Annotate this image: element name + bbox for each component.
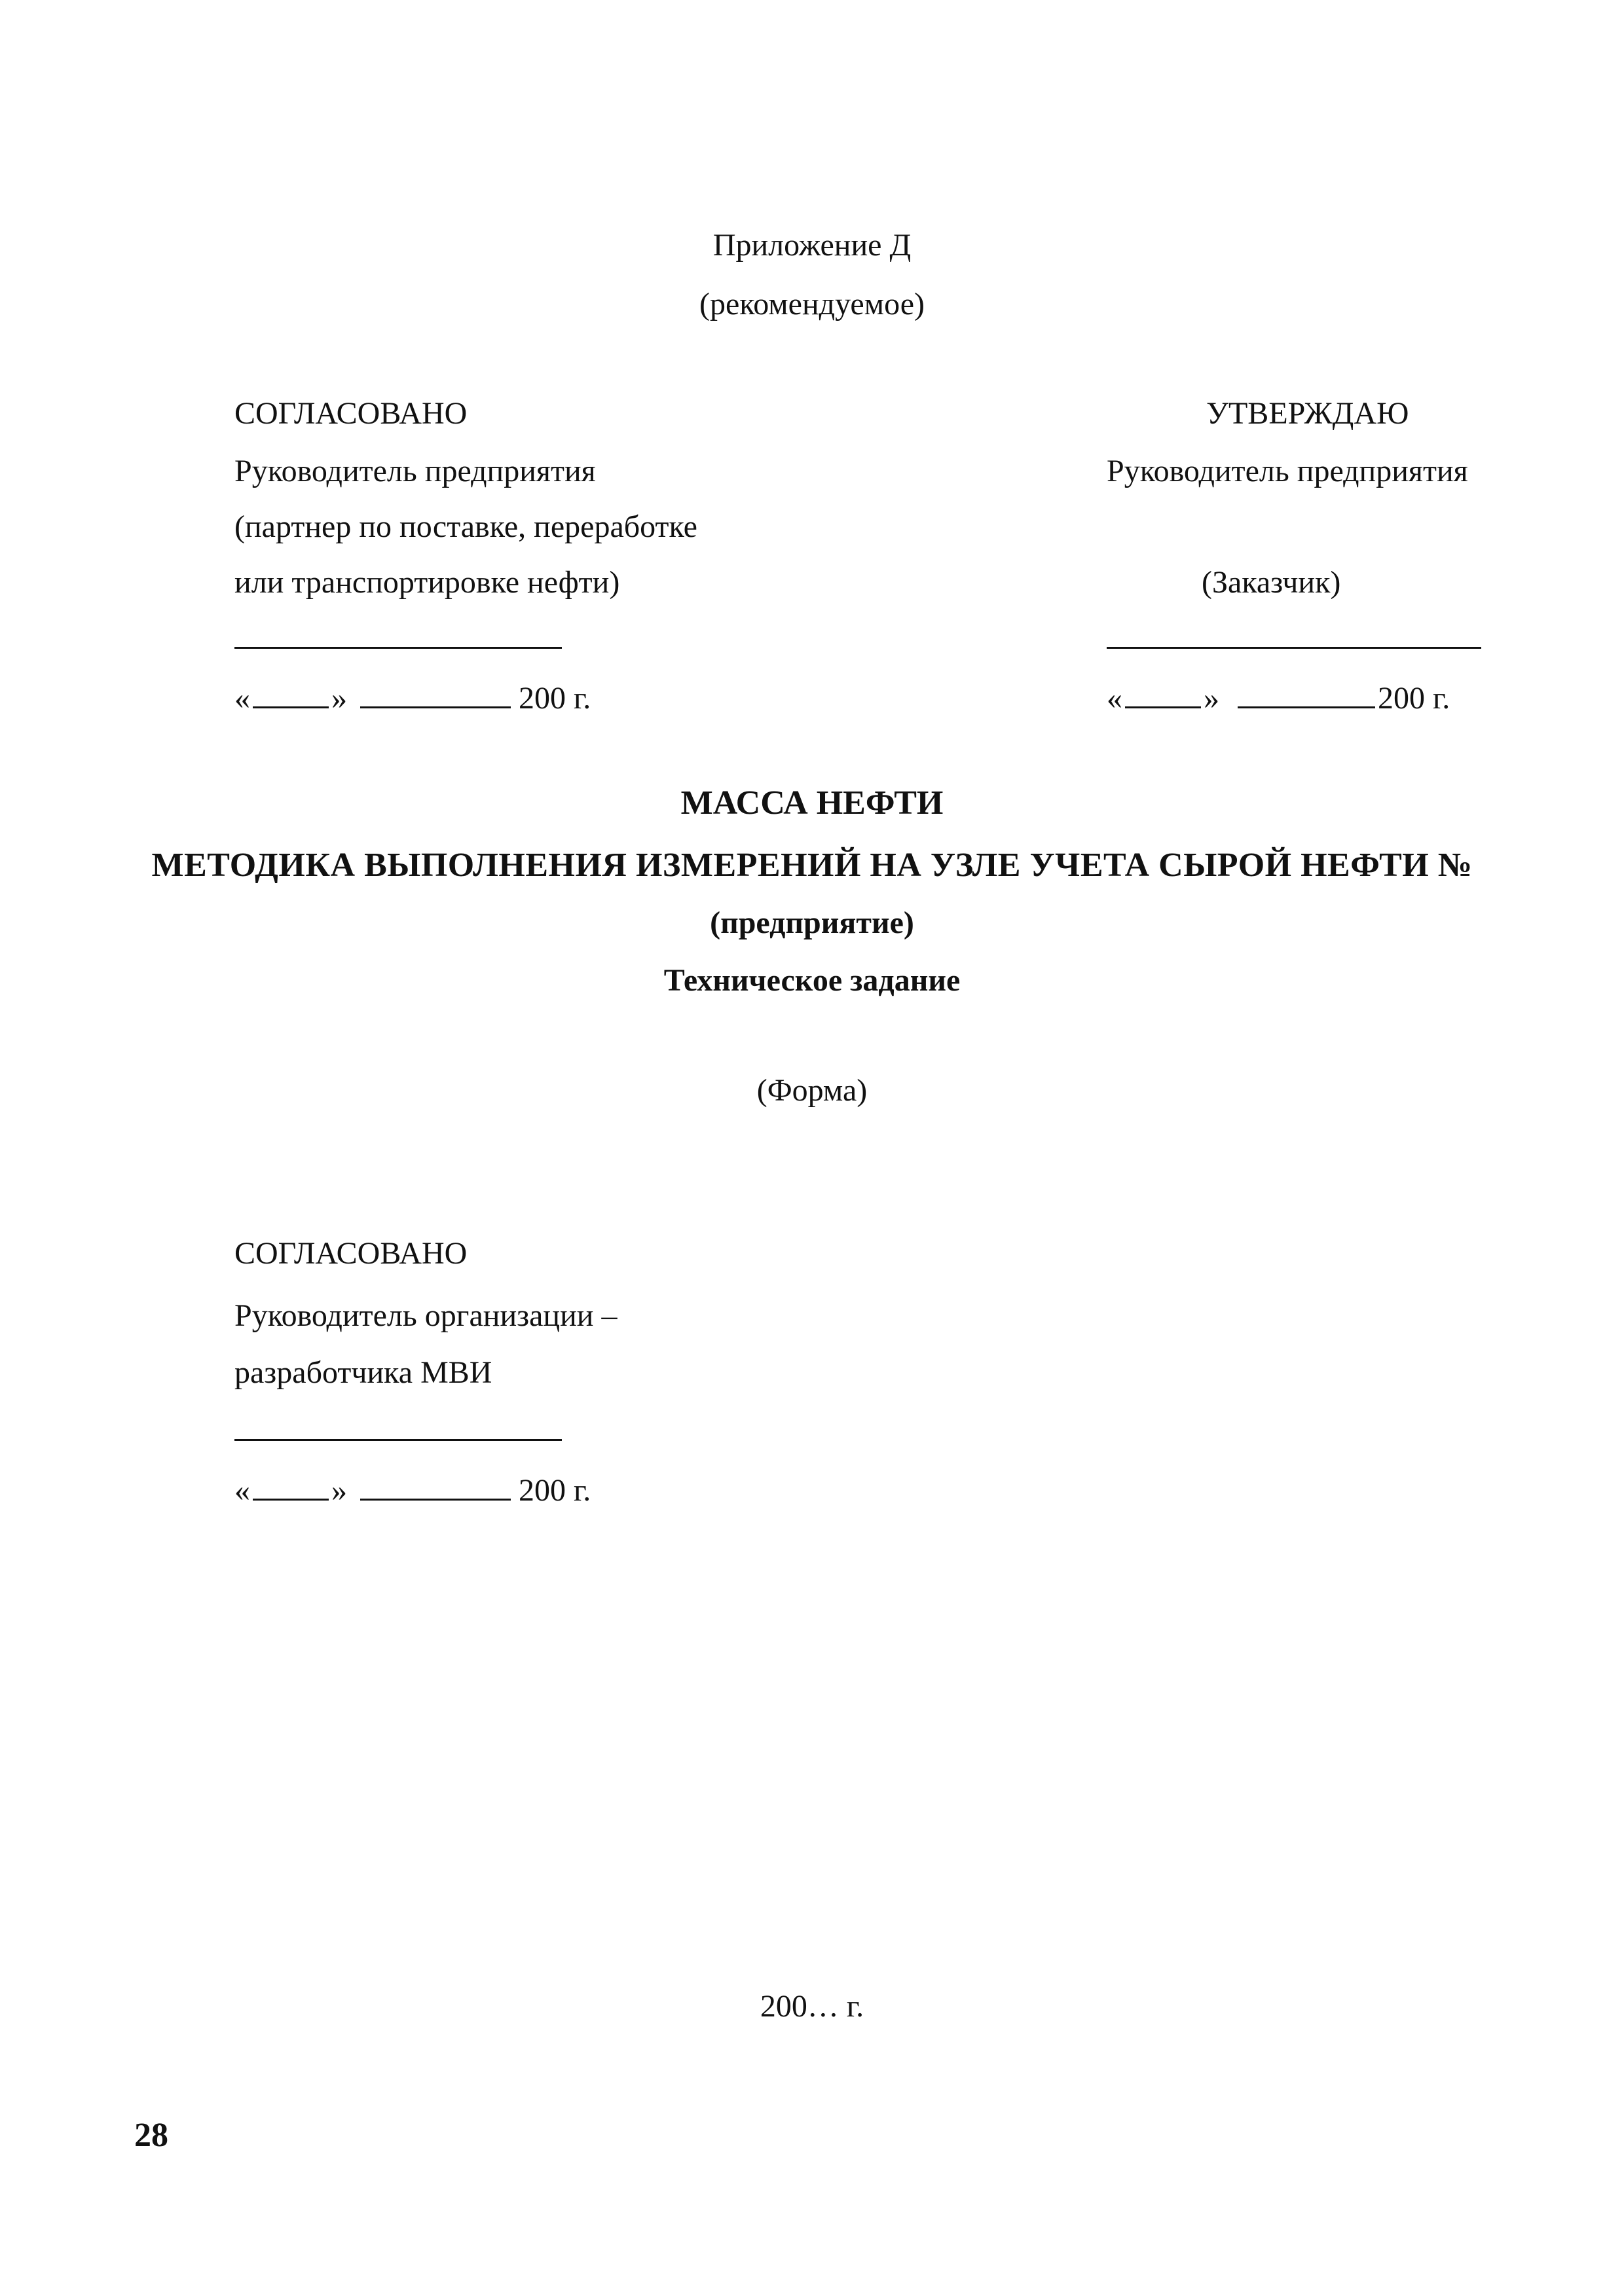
developer-signature-line (234, 1439, 562, 1441)
developer-date-line (234, 1468, 591, 1510)
left-approval-line2: (партнер по поставке, переработке (234, 509, 697, 544)
right-approval-line2: (Заказчик) (1202, 565, 1341, 600)
developer-approval-line1: Руководитель организации – (234, 1298, 618, 1333)
left-approval-line3: или транспортировке нефти) (234, 565, 620, 600)
document-title-line1: МАССА НЕФТИ (680, 784, 944, 822)
developer-approval-title: СОГЛАСОВАНО (234, 1236, 468, 1271)
developer-year: 200 г. (519, 1473, 591, 1508)
left-signature-line (234, 647, 562, 649)
right-approval-title: УТВЕРЖДАЮ (1206, 396, 1409, 431)
left-month-blank (360, 676, 511, 708)
right-approval-line1: Руководитель предприятия (1107, 454, 1468, 488)
left-day-blank (253, 676, 329, 708)
developer-day-blank (253, 1468, 329, 1501)
document-title-enterprise: (предприятие) (710, 905, 914, 940)
form-note: (Форма) (756, 1073, 868, 1108)
right-month-blank (1238, 676, 1375, 708)
footer-year: 200… г. (760, 1989, 864, 2024)
right-day-blank (1125, 676, 1201, 708)
right-date-line (1107, 676, 1450, 718)
right-date-close-quote: » (1204, 681, 1219, 716)
right-date-open-quote: « (1107, 681, 1122, 716)
developer-date-close-quote: » (331, 1473, 347, 1508)
document-title-spec: Техническое задание (663, 963, 961, 998)
developer-month-blank (360, 1468, 511, 1501)
right-year: 200 г. (1378, 681, 1450, 716)
left-date-open-quote: « (234, 681, 250, 716)
left-approval-line1: Руководитель предприятия (234, 454, 596, 488)
document-title-line2: МЕТОДИКА ВЫПОЛНЕНИЯ ИЗМЕРЕНИЙ НА УЗЛЕ УЧЕТА СЫРОЙ НЕФТИ № (151, 847, 1473, 884)
page-number: 28 (134, 2117, 168, 2154)
right-signature-line (1107, 647, 1481, 649)
left-date-close-quote: » (331, 681, 347, 716)
developer-date-open-quote: « (234, 1473, 250, 1508)
left-approval-title: СОГЛАСОВАНО (234, 396, 468, 431)
appendix-title: Приложение Д (712, 228, 912, 263)
appendix-status: (рекомендуемое) (699, 287, 925, 321)
left-date-line (234, 676, 591, 718)
developer-approval-line2: разработчика МВИ (234, 1355, 492, 1390)
left-year: 200 г. (519, 681, 591, 716)
